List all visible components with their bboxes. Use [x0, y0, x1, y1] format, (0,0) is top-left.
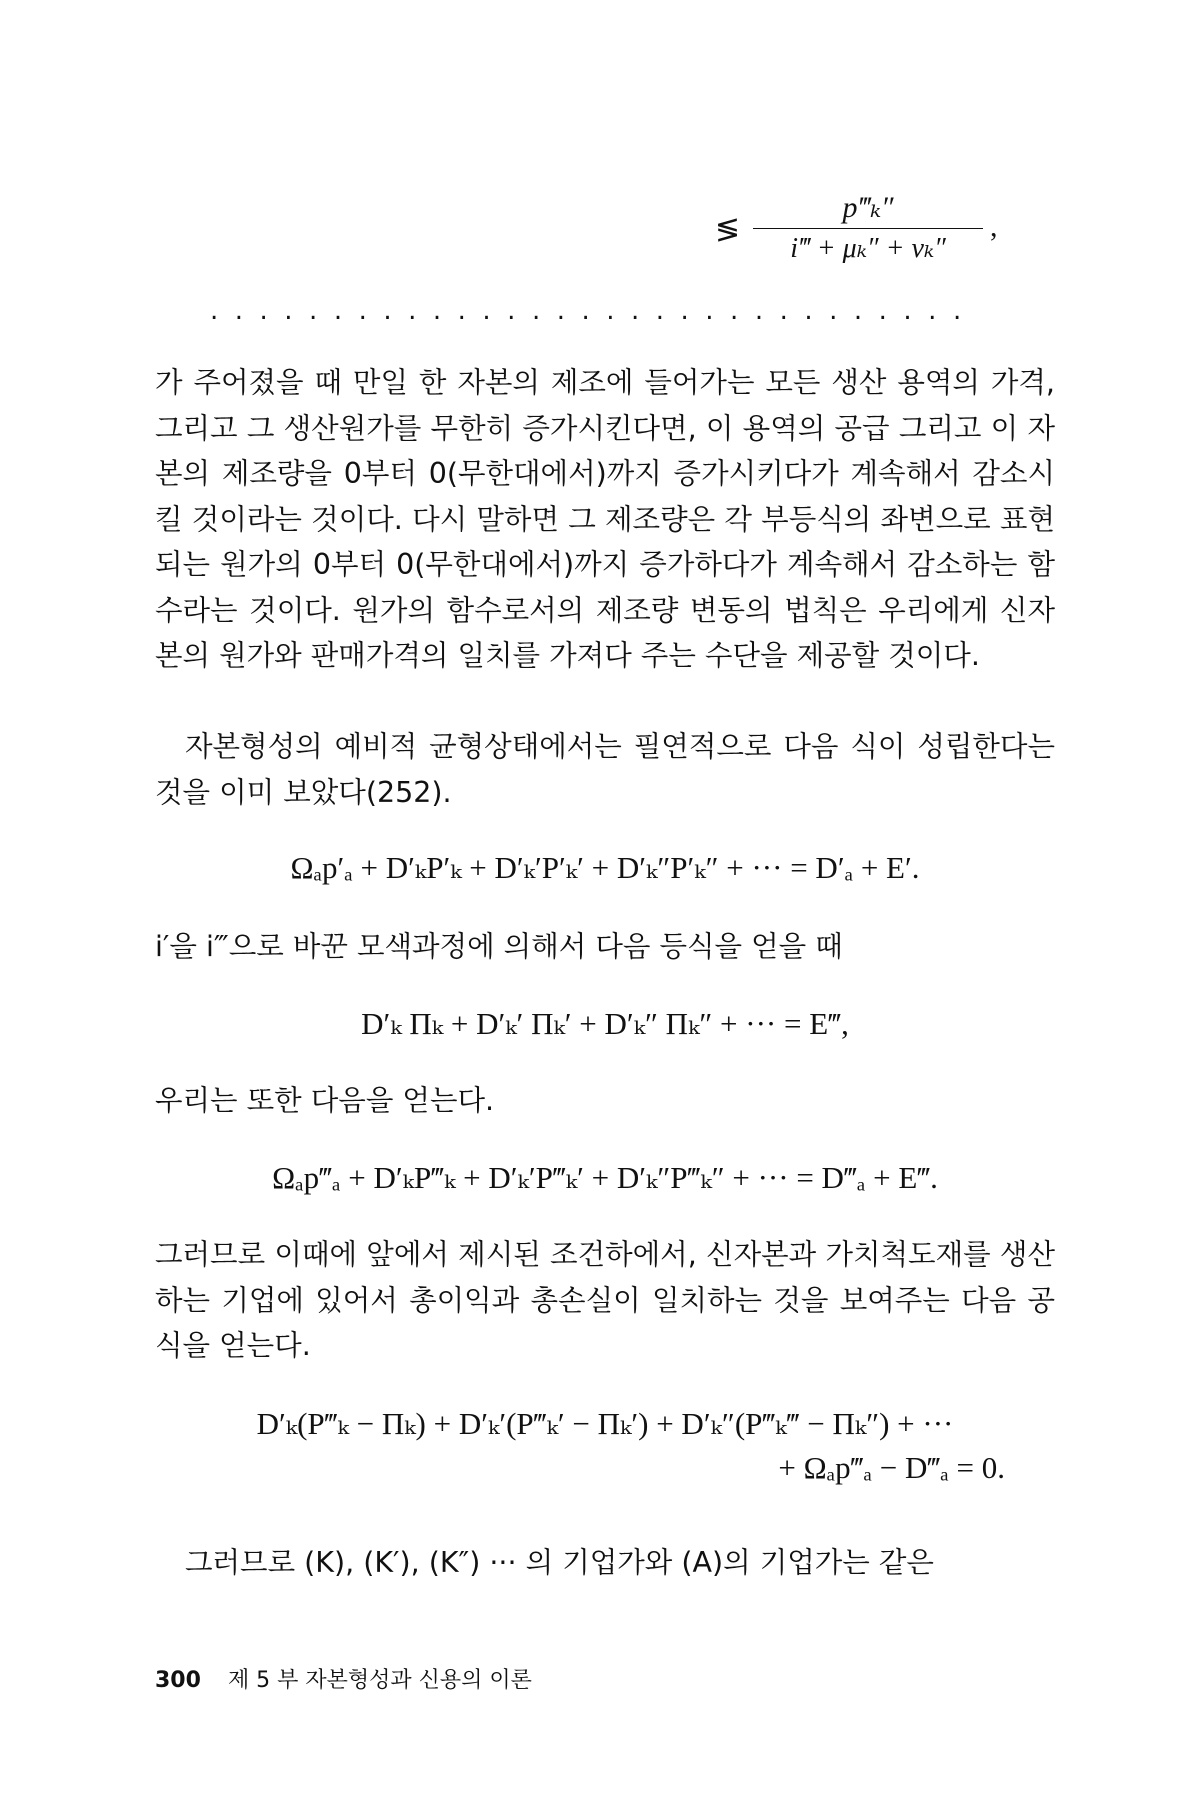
relation-sign: ≶: [715, 213, 741, 246]
fraction-denominator: i‴ + μₖ″ + νₖ″: [790, 233, 946, 264]
paragraph-6: 그러므로 (K), (K′), (K″) ··· 의 기업가와 (A)의 기업가는 같은: [185, 1546, 934, 1579]
paragraph-2: 자본형성의 예비적 균형상태에서는 필연적으로 다음 식이 성립한다는 것을 이미 보았다(252).: [155, 730, 1055, 809]
paragraph-3: i′을 i‴으로 바꾼 모색과정에 의해서 다음 등식을 얻을 때: [155, 930, 843, 963]
page-number: 300: [155, 1668, 201, 1693]
equation-4-line-2: + Ωₐp‴ₐ − D‴ₐ = 0.: [778, 1450, 1005, 1485]
paragraph-5: 그러므로 이때에 앞에서 제시된 조건하에서, 신자본과 가치척도재를 생산하는 기업에 있어서 총이익과 총손실이 일치하는 것을 보여주는 다음 공식을 얻는다.: [155, 1238, 1055, 1362]
inequality-fraction: [705, 190, 1005, 280]
equation-4-line-1: D′ₖ(P‴ₖ − Πₖ) + D′ₖ′(P‴ₖ′ − Πₖ′) + D′ₖ″(P‴ₖ‴ − Πₖ″) + ···: [256, 1406, 954, 1441]
fraction: [753, 190, 983, 267]
trailing-comma: ,: [990, 210, 998, 243]
paragraph-4: 우리는 또한 다음을 얻는다.: [155, 1084, 495, 1117]
paragraph-1: 가 주어졌을 때 만일 한 자본의 제조에 들어가는 모든 생산 용역의 가격, 그리고 그 생산원가를 무한히 증가시킨다면, 이 용역의 공급 그리고 이 자본의 제조량을 0부터 0(무한대에서)까지 증가시키다가 계속해서 감소시킬 것이라는 것이다. 다시 말하면 그 제조량은 각 부등식의 좌변으로 표현되는 원가의 0부터 0(무한대에서)까지 증가하다가 계속해서 감소하는 함수라는 것이다. 원가의 함수로서의 제조량 변동의 법칙은 우리에게 신자본의 원가와 판매가격의 일치를 가져다 주는 수단을 제공할 것이다.: [155, 366, 1055, 672]
fraction-numerator: p‴ₖ″: [842, 191, 894, 224]
page-footer: [155, 1664, 1055, 1698]
equation-3: Ωₐp‴ₐ + D′ₖP‴ₖ + D′ₖ′P‴ₖ′ + D′ₖ″P‴ₖ″ + ··· = D‴ₐ + E‴.: [272, 1160, 938, 1195]
equation-1: Ωₐp′ₐ + D′ₖP′ₖ + D′ₖ′P′ₖ′ + D′ₖ″P′ₖ″ + ··· = D′ₐ + E′.: [290, 850, 920, 885]
equation-2: D′ₖ Πₖ + D′ₖ′ Πₖ′ + D′ₖ″ Πₖ″ + ··· = E‴,: [361, 1006, 849, 1041]
running-title: 제 5 부 자본형성과 신용의 이론: [227, 1668, 532, 1693]
dotted-separator: ...............................: [210, 296, 978, 326]
fraction-bar: [753, 228, 983, 229]
